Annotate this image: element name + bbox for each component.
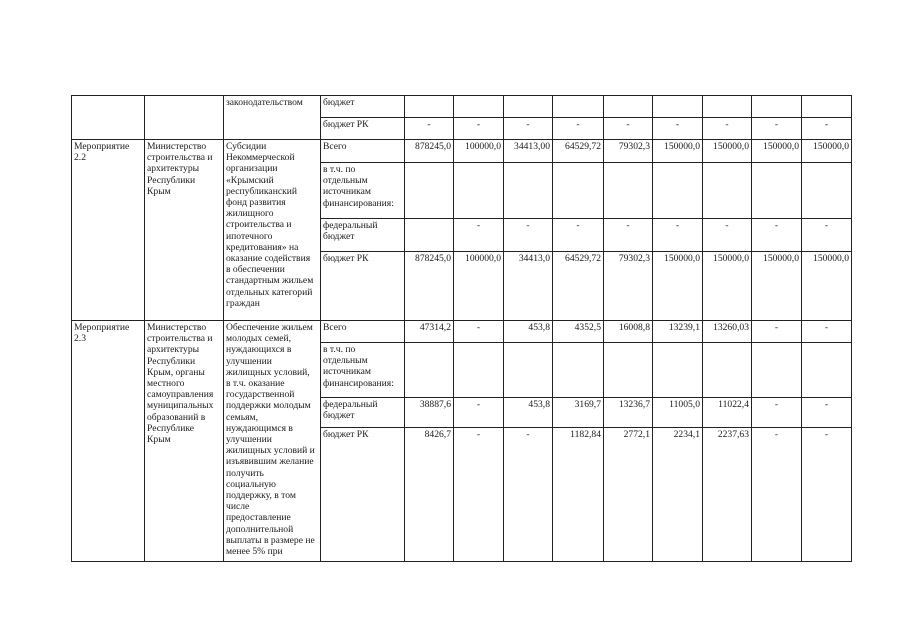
m23-value-cell: 1182,84	[553, 428, 604, 562]
m23-value-cell: 16008,8	[604, 321, 653, 343]
m22-value-cell: 150000,0	[703, 140, 752, 163]
m22-value-cell	[504, 163, 553, 219]
funding-source-cell: Всего	[321, 321, 405, 343]
m23-value-cell: -	[504, 428, 553, 562]
m22-value-cell: 34413,00	[504, 140, 553, 163]
m22-value-cell: -	[504, 219, 553, 252]
executor-cell: Министерство строительства и архитектуры Республики Крым, органы местного самоуправления муниципальных образований в Республике Крым	[145, 321, 224, 562]
m23-value-cell: -	[802, 398, 852, 428]
m22-value-cell: 100000,0	[454, 252, 504, 321]
m22-value-cell: 79302,3	[604, 140, 653, 163]
funding-source-cell: бюджет РК	[321, 428, 405, 562]
m22-value-cell: 878245,0	[405, 252, 454, 321]
section_a-value-cell: -	[405, 118, 454, 140]
document-page	[71, 95, 852, 562]
m23-value-cell: -	[802, 428, 852, 562]
funding-source-cell: бюджет РК	[321, 252, 405, 321]
m22-value-cell: 34413,0	[504, 252, 553, 321]
section_a-value-cell: -	[802, 118, 852, 140]
funding-source-cell: федеральный бюджет	[321, 398, 405, 428]
m23-value-cell	[604, 343, 653, 398]
section_a-value-cell: -	[504, 118, 553, 140]
m22-value-cell: -	[604, 219, 653, 252]
m23-value-cell	[653, 343, 703, 398]
m23-value-cell	[454, 343, 504, 398]
m22-value-cell: 150000,0	[802, 252, 852, 321]
m23-value-cell: 13260,03	[703, 321, 752, 343]
measure-name-cell: Мероприятие 2.3	[72, 321, 145, 562]
funding-source-cell: Всего	[321, 140, 405, 163]
m22-value-cell: 64529,72	[553, 252, 604, 321]
description-cell: законодательством	[224, 96, 321, 140]
m22-value-cell: 150000,0	[752, 140, 802, 163]
m23-value-cell: 11005,0	[653, 398, 703, 428]
m22-row	[72, 140, 852, 163]
executor-cell	[145, 96, 224, 140]
m22-value-cell	[604, 163, 653, 219]
m23-value-cell	[802, 343, 852, 398]
m23-value-cell: -	[752, 398, 802, 428]
section_a-value-cell: -	[553, 118, 604, 140]
m23-value-cell: -	[454, 398, 504, 428]
m23-value-cell: 38887,6	[405, 398, 454, 428]
description-cell: Обеспечение жильем молодых семей, нуждающихся в улучшении жилищных условий, в т.ч. оказание государственной поддержки молодым семьям, нуждающимся в улучшении жилищных условий и изъявившим желание получить социальную поддержку, в том числе предоставление дополнительной выплаты в размере не менее 5% при	[224, 321, 321, 562]
m23-value-cell: 11022,4	[703, 398, 752, 428]
m23-value-cell: 47314,2	[405, 321, 454, 343]
section_a-value-cell: -	[454, 118, 504, 140]
section_a-value-cell	[703, 96, 752, 118]
m22-value-cell: 150000,0	[653, 252, 703, 321]
m22-value-cell: 79302,3	[604, 252, 653, 321]
m22-value-cell: -	[703, 219, 752, 252]
section_a-value-cell	[504, 96, 553, 118]
section_a-value-cell: -	[703, 118, 752, 140]
section_a-value-cell: -	[604, 118, 653, 140]
m23-value-cell: 4352,5	[553, 321, 604, 343]
m23-value-cell: 3169,7	[553, 398, 604, 428]
section_a-value-cell: -	[752, 118, 802, 140]
m22-value-cell: -	[802, 219, 852, 252]
m22-value-cell: 64529,72	[553, 140, 604, 163]
section_a-value-cell	[405, 96, 454, 118]
m22-value-cell	[703, 163, 752, 219]
funding-source-cell: бюджет	[321, 96, 405, 118]
m22-value-cell	[653, 163, 703, 219]
m22-value-cell: -	[454, 219, 504, 252]
m22-value-cell	[752, 163, 802, 219]
m23-value-cell	[504, 343, 553, 398]
m23-value-cell: 2237,63	[703, 428, 752, 562]
m22-value-cell: -	[752, 219, 802, 252]
m23-value-cell: 2772,1	[604, 428, 653, 562]
funding-source-cell: в т.ч. по отдельным источникам финансирования:	[321, 163, 405, 219]
m23-value-cell	[553, 343, 604, 398]
funding-source-cell: бюджет РК	[321, 118, 405, 140]
m23-value-cell	[752, 343, 802, 398]
m23-value-cell: -	[802, 321, 852, 343]
m22-value-cell	[553, 163, 604, 219]
funding-table	[71, 95, 852, 562]
m23-value-cell: 13236,7	[604, 398, 653, 428]
m22-value-cell: -	[553, 219, 604, 252]
executor-cell: Министерство строительства и архитектуры Республики Крым	[145, 140, 224, 321]
m22-value-cell: -	[653, 219, 703, 252]
m22-value-cell: 100000,0	[454, 140, 504, 163]
m23-value-cell	[405, 343, 454, 398]
section_a-value-cell	[553, 96, 604, 118]
description-cell: Субсидии Некоммерческой организации «Крымский республиканский фонд развития жилищного строительства и ипотечного кредитования» на оказание содействия в обеспечении стандартным жильем отдельных категорий граждан	[224, 140, 321, 321]
m23-value-cell: 453,8	[504, 321, 553, 343]
m23-value-cell: 453,8	[504, 398, 553, 428]
m23-value-cell: -	[752, 321, 802, 343]
m23-value-cell: 2234,1	[653, 428, 703, 562]
m22-value-cell	[454, 163, 504, 219]
m22-value-cell: 878245,0	[405, 140, 454, 163]
section_a-row	[72, 96, 852, 118]
section_a-value-cell	[653, 96, 703, 118]
m22-value-cell: 150000,0	[802, 140, 852, 163]
measure-name-cell	[72, 96, 145, 140]
m22-value-cell: 150000,0	[653, 140, 703, 163]
m22-value-cell	[802, 163, 852, 219]
m22-value-cell: 150000,0	[703, 252, 752, 321]
section_a-value-cell	[454, 96, 504, 118]
m23-value-cell: 8426,7	[405, 428, 454, 562]
m23-value-cell: 13239,1	[653, 321, 703, 343]
funding-source-cell: федеральный бюджет	[321, 219, 405, 252]
m22-value-cell	[405, 219, 454, 252]
m23-value-cell: -	[752, 428, 802, 562]
m23-row	[72, 321, 852, 343]
m23-value-cell	[703, 343, 752, 398]
section_a-value-cell	[604, 96, 653, 118]
section_a-value-cell	[752, 96, 802, 118]
m22-value-cell	[405, 163, 454, 219]
measure-name-cell: Мероприятие 2.2	[72, 140, 145, 321]
m23-value-cell: -	[454, 428, 504, 562]
funding-source-cell: в т.ч. по отдельным источникам финансирования:	[321, 343, 405, 398]
m23-value-cell: -	[454, 321, 504, 343]
section_a-value-cell	[802, 96, 852, 118]
m22-value-cell: 150000,0	[752, 252, 802, 321]
section_a-value-cell: -	[653, 118, 703, 140]
